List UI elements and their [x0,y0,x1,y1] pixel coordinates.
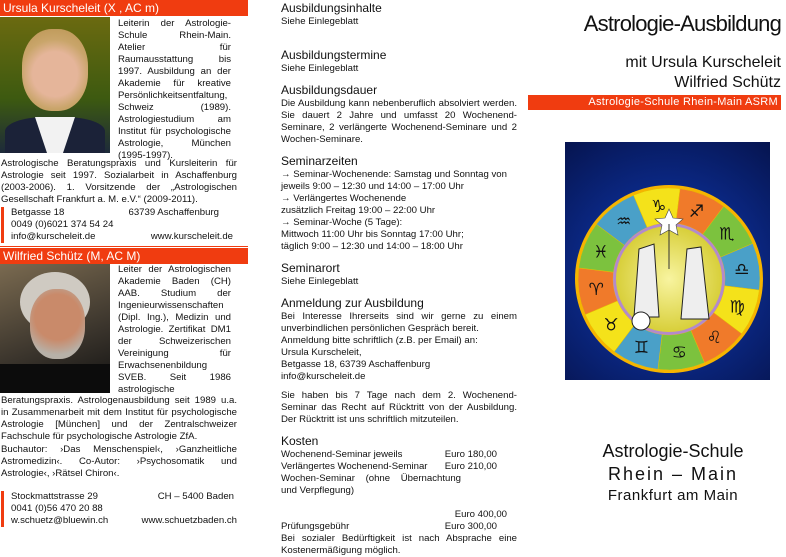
cost-list [281,449,517,533]
wilfried-bio-side: Leiter der Astrologischen Akademie Baden (CH) AAB. Studium der Ingenieurwissenschaften (Dipl. Ing.), Medizin und Astrologie. Zertifikat DM1 der Schweizerischen Vereinigung für Erwachsenenbildung SVEB. Seit 1986 astrologische [118,264,231,395]
cover-subtitle [530,53,781,93]
wilfried-header: Wilfried Schütz (M, AC M) [0,248,248,264]
cost-item: Verlängertes Wochenend-Seminar [281,461,428,472]
ursula-header: Ursula Kurscheleit (X , AC m) [0,0,248,16]
line: Frankfurt am Main [607,487,739,504]
middle-column [281,1,517,557]
line: Mittwoch 11:00 Uhr bis Sonntag 17:00 Uhr; [281,229,464,240]
line: Rhein – Main [607,464,739,484]
section-text: Sie haben bis 7 Tage nach dem 2. Wochenend-Seminar das Recht auf Rücktritt von der Ausbildung. Der Rücktritt ist uns schriftlich mitzuteilen. [281,390,517,425]
line: Anmeldung bitte schriftlich (z.B. per Email) an: [281,335,478,346]
zodiac-sign-icon: ♎ [734,259,750,280]
line: zusätzlich Freitag 19:00 – 22:00 Uhr [281,205,436,216]
cost-row [281,473,517,521]
line: → Seminar-Wochenende: Samstag und Sonntag von jeweils 9:00 – 12:30 und 14:00 – 17:00 Uhr [281,169,507,192]
section-text: Siehe Einlegeblatt [281,16,359,27]
section-text: Bei sozialer Bedürftigkeit ist nach Absprache eine Kostenermäßigung möglich. [281,533,517,556]
city: CH – 5400 Baden [157,491,234,502]
registration-address [281,335,517,383]
wilfried-bio: Beratungspraxis. Astrologenausbildung seit 1989 u.a. in Zusammenarbeit mit dem Institut für psychologische Astrologie [München] und der Zentralschweizer Fachschule für psychologische Astrologie ZfA. [1,395,237,442]
cover-title: Astrologie-Ausbildung [583,11,781,36]
web-link[interactable]: www.kurscheleit.de [150,231,233,242]
zodiac-sign-icon: ♋ [671,342,687,363]
section-heading: Seminarzeiten [281,154,358,168]
line: täglich 9:00 – 12:30 und 14:00 – 18:00 Uhr [281,241,463,252]
wilfried-books: Buchautor: ›Das Menschenspiel‹, ›Ganzheitliche Astromedizin‹. Co-Autor: ›Psychosomatik und Astrologie‹, ›Rätsel Chiron‹. [1,444,237,479]
street: Stockmattstrasse 29 [11,491,98,502]
section-heading: Anmeldung zur Ausbildung [281,296,424,310]
section-text: Siehe Einlegeblatt [281,276,359,287]
section-heading: Seminarort [281,261,340,275]
section-text: Siehe Einlegeblatt [281,63,359,74]
zodiac-sign-icon: ♌ [706,327,722,348]
zodiac-sign-icon: ♈ [588,280,604,301]
wilfried-contact [1,491,237,527]
zodiac-sign-icon: ♐ [688,201,705,222]
zodiac-sign-icon: ♉ [603,315,619,336]
zodiac-sign-icon: ♑ [651,197,667,218]
sun-icon [632,312,650,330]
wilfried-photo [0,264,110,393]
cost-price: Euro 210,00 [444,461,497,472]
phone: 0049 (0)6021 374 54 24 [11,219,114,230]
line: Ursula Kurscheleit, [281,347,362,358]
cover-banner: Astrologie-Schule Rhein-Main ASRM [528,95,781,110]
seminar-times [281,169,517,253]
line: mit Ursula Kurscheleit [625,54,781,71]
zodiac-sign-icon: ♒ [616,212,632,233]
zodiac-sign-icon: ♏ [719,224,735,245]
ursula-bio: Astrologische Beratungspraxis und Kursleiterin für Astrologie seit 1997. Sozialarbeit in Aschaffenburg (2003-2006). 1. Vorsitzende der „Astrologischen Gesellschaft Frankfurt a. M. e.V.“ (2009-2011). [1,158,237,205]
cost-price: Euro 300,00 [444,521,497,532]
line: → Seminar-Woche (5 Tage): [281,217,403,228]
ursula-bio-side: Leiterin der Astrologie-Schule Rhein-Main. Atelier für Raumausstattung bis 1997. Ausbildung an der Akademie für kreative Persönlichkeitsentfaltung, Schweiz (1989). Astrologiestudium am Institut für psychologische Astrologie, München (1995-1997). [118,18,231,161]
ursula-contact [1,207,233,243]
zodiac-image [565,142,770,380]
section-heading: Ausbildungstermine [281,48,387,62]
cost-item: Wochen-Seminar (ohne Übernachtung und Verpflegung) [281,473,461,496]
street: Betgasse 18 [11,207,65,218]
ursula-photo [0,17,110,153]
cost-price: Euro 400,00 [454,509,507,520]
phone: 0041 (0)56 470 20 88 [11,503,103,514]
zodiac-sign-icon: ♍ [729,297,745,318]
cost-item: Prüfungsgebühr [281,521,350,532]
line: Astrologie-Schule [602,441,744,461]
line: → Verlängertes Wochenende [281,193,407,204]
cover-school [560,440,786,506]
cost-price: Euro 180,00 [444,449,497,460]
zodiac-wheel [565,142,770,380]
email-link[interactable]: info@kurscheleit.de [11,231,96,242]
zodiac-sign-icon: ♊ [633,338,650,359]
divider [0,246,248,247]
cost-item: Wochenend-Seminar jeweils [281,449,403,460]
section-text: Die Ausbildung kann nebenberuflich absolviert werden. Sie dauert 2 Jahre und umfasst 20 Wochenend-Seminare, 2 verlängerte Wochenend-Seminare und 2 Wochen-Seminare. [281,98,517,145]
email-link[interactable]: info@kurscheleit.de [281,371,366,382]
section-heading: Ausbildungsinhalte [281,1,382,15]
section-text: Bei Interesse Ihrerseits sind wir gerne zu einem unverbindlichen persönlichen Gespräch bereit. [281,311,517,334]
cost-row [281,461,517,473]
cost-row [281,521,517,533]
section-heading: Ausbildungsdauer [281,83,378,97]
section-heading: Kosten [281,434,319,448]
zodiac-sign-icon: ♓ [593,242,609,263]
web-link[interactable]: www.schuetzbaden.ch [141,515,237,526]
line: Wilfried Schütz [674,74,781,91]
cost-row [281,449,517,461]
line: Betgasse 18, 63739 Aschaffenburg [281,359,431,370]
city: 63739 Aschaffenburg [128,207,219,218]
email-link[interactable]: w.schuetz@bluewin.ch [11,515,109,526]
